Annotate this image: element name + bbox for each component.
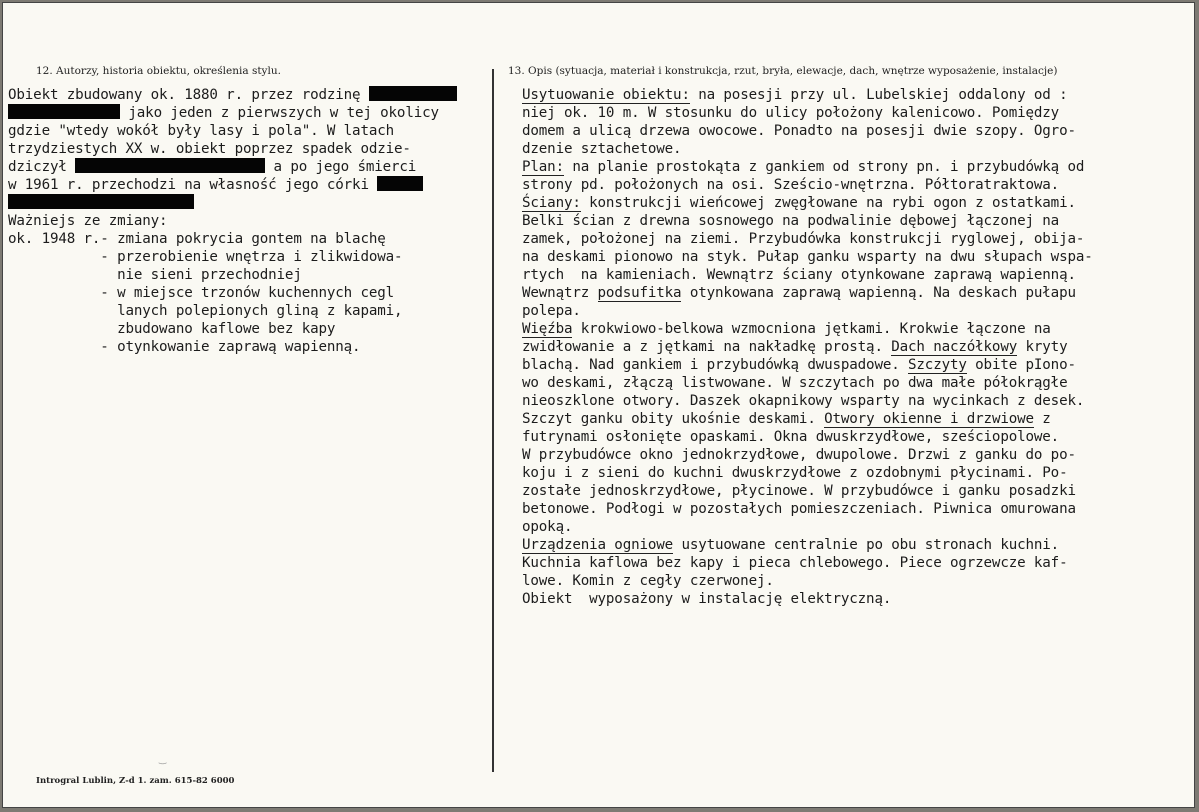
text-segment: zostałe jednoskrzydłowe, płycinowe. W przybudówce i ganku posadzki xyxy=(522,483,1076,499)
text-line xyxy=(522,572,1194,590)
text-segment: zbudowano kaflowe bez kapy xyxy=(8,321,336,337)
text-segment: kryty xyxy=(1017,339,1068,355)
underlined-heading: Urządzenia ogniowe xyxy=(522,537,674,553)
text-line xyxy=(522,446,1194,464)
text-segment: usytuowane centralnie po obu stronach kuchni. xyxy=(673,537,1060,553)
text-line xyxy=(8,284,492,302)
text-line xyxy=(522,464,1194,482)
column-divider xyxy=(492,69,494,772)
text-line xyxy=(8,212,492,230)
text-line xyxy=(522,374,1194,392)
description-text xyxy=(522,86,1194,608)
text-line xyxy=(522,284,1194,302)
text-segment: lowe. Komin z cegły czerwonej. xyxy=(522,573,774,589)
text-segment: polepa. xyxy=(522,303,581,319)
text-line xyxy=(522,554,1194,572)
text-segment: koju i z sieni do kuchni dwuskrzydłowe z ozdobnymi płycinami. Po- xyxy=(522,465,1068,481)
text-segment: zwidłowanie a z jętkami na nakładkę prostą. xyxy=(522,339,892,355)
text-segment: dzenie sztachetowe. xyxy=(522,141,682,157)
text-segment: w 1961 r. przechodzi na własność jego córki xyxy=(8,177,378,193)
underlined-heading: Szczyty xyxy=(908,357,967,373)
redaction-bar xyxy=(75,158,265,173)
text-segment: zamek, położonej na ziemi. Przybudówka konstrukcji ryglowej, obija- xyxy=(522,231,1085,247)
text-line xyxy=(8,248,492,266)
text-segment: lanych polepionych gliną z kapami, xyxy=(8,303,403,319)
text-line xyxy=(522,302,1194,320)
text-segment: futrynami osłonięte opaskami. Okna dwuskrzydłowe, sześciopolowe. xyxy=(522,429,1060,445)
text-line xyxy=(522,590,1194,608)
text-segment: wo deskami, złączą listwowane. W szczytach po dwa małe półokrągłe xyxy=(522,375,1068,391)
text-segment: betonowe. Podłogi w pozostałych pomieszczeniach. Piwnica omurowana xyxy=(522,501,1076,517)
text-segment: z xyxy=(1033,411,1051,427)
section-13-header: 13. Opis (sytuacja, materiał i konstrukcja, rzut, bryła, elewacje, dach, wnętrze wyposażenie, instalacje) xyxy=(508,65,1058,77)
redaction-bar xyxy=(369,86,457,101)
text-segment: a po jego śmierci xyxy=(265,159,417,175)
text-segment: nieoszklone otwory. Daszek okapnikowy wsparty na wycinkach z desek. xyxy=(522,393,1085,409)
text-segment: nie sieni przechodniej xyxy=(8,267,302,283)
text-segment: rtych na kamieniach. Wewnątrz ściany otynkowane zaprawą wapienną. xyxy=(522,267,1076,283)
text-segment: dziczył xyxy=(8,159,76,175)
text-line xyxy=(8,302,492,320)
text-segment: opoką. xyxy=(522,519,573,535)
underlined-heading: Otwory okienne i drzwiowe xyxy=(824,411,1034,427)
inventory-card xyxy=(2,2,1195,808)
text-segment: - otynkowanie zaprawą wapienną. xyxy=(8,339,361,355)
underlined-heading: Dach naczółkowy xyxy=(891,339,1018,355)
text-line xyxy=(522,86,1194,104)
text-segment: na planie prostokąta z gankiem od strony pn. i przybudówką od xyxy=(563,159,1085,175)
text-segment: obite pIono- xyxy=(966,357,1076,373)
text-line xyxy=(8,104,492,122)
text-line xyxy=(522,248,1194,266)
text-segment: strony pd. położonych na osi. Sześcio-wnętrzna. Półtoratraktowa. xyxy=(522,177,1060,193)
text-line xyxy=(522,104,1194,122)
text-line xyxy=(522,518,1194,536)
printer-imprint: Introgral Lublin, Z-d 1. zam. 615-82 6000 xyxy=(36,776,235,786)
section-12-header: 12. Autorzy, historia obiektu, określenia stylu. xyxy=(36,65,281,77)
underlined-heading: Usytuowanie obiektu: xyxy=(522,87,690,103)
text-segment: Obiekt zbudowany ok. 1880 r. przez rodzinę xyxy=(8,87,369,103)
text-line xyxy=(522,230,1194,248)
text-line xyxy=(522,140,1194,158)
text-line xyxy=(522,158,1194,176)
text-line xyxy=(522,266,1194,284)
underlined-heading: Ściany: xyxy=(522,195,581,211)
text-segment: trzydziestych XX w. obiekt poprzez spadek odzie- xyxy=(8,141,411,157)
text-segment: Kuchnia kaflowa bez kapy i pieca chlebowego. Piece ogrzewcze kaf- xyxy=(522,555,1068,571)
text-segment: - przerobienie wnętrza i zlikwidowa- xyxy=(8,249,403,265)
text-line xyxy=(522,212,1194,230)
text-segment: na deskami pionowo na styk. Pułap ganku wsparty na dwu słupach wspa- xyxy=(522,249,1093,265)
text-line xyxy=(8,338,492,356)
text-line xyxy=(522,428,1194,446)
text-line xyxy=(522,536,1194,554)
text-segment: Obiekt wyposażony w instalację elektryczną. xyxy=(522,591,892,607)
text-line xyxy=(522,392,1194,410)
text-line xyxy=(522,320,1194,338)
text-segment: niej ok. 10 m. W stosunku do ulicy położony kalenicowo. Pomiędzy xyxy=(522,105,1060,121)
redaction-bar xyxy=(8,104,120,119)
text-segment: krokwiowo-belkowa wzmocniona jętkami. Krokwie łączone na xyxy=(572,321,1051,337)
underlined-heading: podsufitka xyxy=(597,285,682,301)
text-line xyxy=(522,356,1194,374)
underlined-heading: Więźba xyxy=(522,321,573,337)
text-segment: Ważniejs ze zmiany: xyxy=(8,213,168,229)
text-line xyxy=(8,266,492,284)
text-segment: Wewnątrz xyxy=(522,285,598,301)
underlined-heading: Plan: xyxy=(522,159,564,175)
pencil-mark: ‿ xyxy=(159,755,167,765)
history-text xyxy=(8,86,492,356)
text-segment: otynkowana zaprawą wapienną. Na deskach pułapu xyxy=(681,285,1076,301)
text-segment: W przybudówce okno jednokrzydłowe, dwupolowe. Drzwi z ganku do po- xyxy=(522,447,1076,463)
text-line xyxy=(8,140,492,158)
text-segment: Belki ścian z drewna sosnowego na podwalinie dębowej łączonej na xyxy=(522,213,1060,229)
text-line xyxy=(8,230,492,248)
text-line xyxy=(522,338,1194,356)
text-line xyxy=(8,158,492,176)
text-line xyxy=(522,500,1194,518)
text-line xyxy=(8,194,492,212)
text-line xyxy=(8,320,492,338)
text-line xyxy=(522,482,1194,500)
text-line xyxy=(8,86,492,104)
text-line xyxy=(522,410,1194,428)
text-line xyxy=(8,176,492,194)
text-segment: gdzie "wtedy wokół były lasy i pola". W latach xyxy=(8,123,395,139)
text-line xyxy=(522,122,1194,140)
text-segment: blachą. Nad gankiem i przybudówką dwuspadowe. xyxy=(522,357,909,373)
text-segment: - w miejsce trzonów kuchennych cegl xyxy=(8,285,395,301)
redaction-bar xyxy=(377,176,423,191)
text-line xyxy=(8,122,492,140)
text-segment: jako jeden z pierwszych w tej okolicy xyxy=(120,105,439,121)
text-segment: ok. 1948 r.- zmiana pokrycia gontem na blachę xyxy=(8,231,386,247)
text-line xyxy=(522,176,1194,194)
text-segment: konstrukcji wieńcowej zwęgłowane na rybi ogon z ostatkami. xyxy=(580,195,1076,211)
text-segment: domem a ulicą drzewa owocowe. Ponadto na posesji dwie szopy. Ogro- xyxy=(522,123,1076,139)
text-segment: Szczyt ganku obity ukośnie deskami. xyxy=(522,411,825,427)
redaction-bar xyxy=(8,194,194,209)
text-line xyxy=(522,194,1194,212)
text-segment: na posesji przy ul. Lubelskiej oddalony od : xyxy=(689,87,1068,103)
